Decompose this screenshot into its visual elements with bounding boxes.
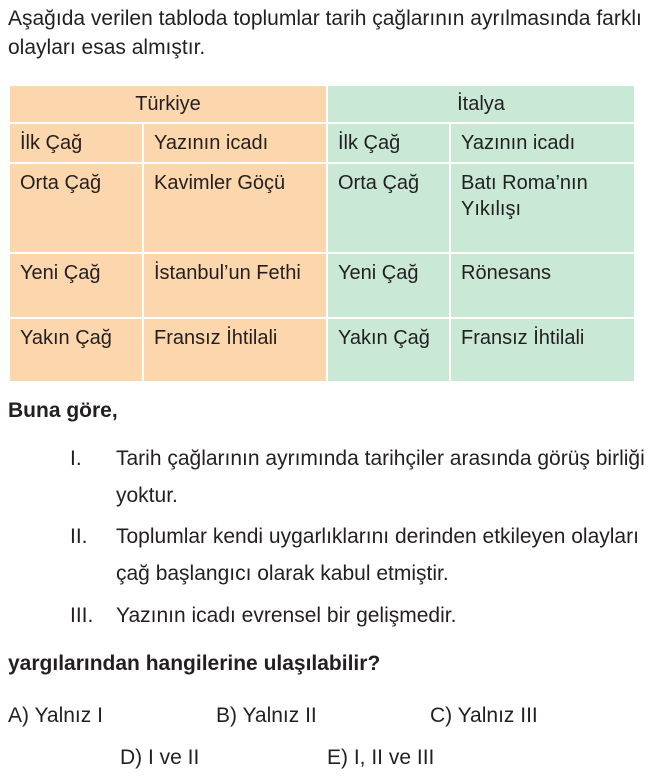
table-cell: Orta Çağ [327, 163, 450, 253]
table-cell: İlk Çağ [327, 123, 450, 163]
table-cell: İstanbul’un Fethi [143, 253, 327, 318]
table-cell: Orta Çağ [9, 163, 143, 253]
header-italya: İtalya [327, 85, 635, 123]
era-table [8, 84, 636, 383]
table-cell: Fransız İhtilali [143, 318, 327, 382]
table-cell: Fransız İhtilali [450, 318, 635, 382]
statement-number: II. [70, 525, 88, 548]
option-e[interactable]: E) I, II ve III [327, 746, 435, 769]
table-cell: İlk Çağ [9, 123, 143, 163]
table-cell: Yazının icadı [143, 123, 327, 163]
statement-text: Toplumlar kendi uygarlıklarını derinden etkileyen olayları çağ başlangıcı olarak kabul etmiştir. [116, 525, 639, 585]
option-c[interactable]: C) Yalnız III [430, 704, 538, 727]
table-row [9, 123, 635, 163]
table-cell: Yakın Çağ [327, 318, 450, 382]
statement-number: III. [70, 604, 94, 627]
option-d[interactable]: D) I ve II [120, 746, 200, 769]
statement-number: I. [70, 447, 82, 470]
question-prompt: yargılarından hangilerine ulaşılabilir? [8, 652, 381, 675]
option-b[interactable]: B) Yalnız II [216, 704, 317, 727]
statement-text: Tarih çağlarının ayrımında tarihçiler arasında görüş birliği yoktur. [116, 447, 645, 507]
table-row [9, 253, 635, 318]
table-cell: Kavimler Göçü [143, 163, 327, 253]
table-row [9, 318, 635, 382]
question-stem: Buna göre, [8, 399, 118, 422]
table-cell: Yazının icadı [450, 123, 635, 163]
table-cell: Rönesans [450, 253, 635, 318]
table-cell: Yakın Çağ [9, 318, 143, 382]
table-header-row [9, 85, 635, 123]
statement-text: Yazının icadı evrensel bir gelişmedir. [116, 604, 457, 627]
table-cell: Yeni Çağ [327, 253, 450, 318]
table-cell: Yeni Çağ [9, 253, 143, 318]
option-a[interactable]: A) Yalnız I [8, 704, 103, 727]
header-turkiye: Türkiye [9, 85, 327, 123]
table-row [9, 163, 635, 253]
question-intro: Aşağıda verilen tabloda toplumlar tarih çağlarının ayrılmasında farklı olayları esas almıştır. [8, 7, 642, 59]
table-cell: Batı Roma’nın Yıkılışı [450, 163, 635, 253]
